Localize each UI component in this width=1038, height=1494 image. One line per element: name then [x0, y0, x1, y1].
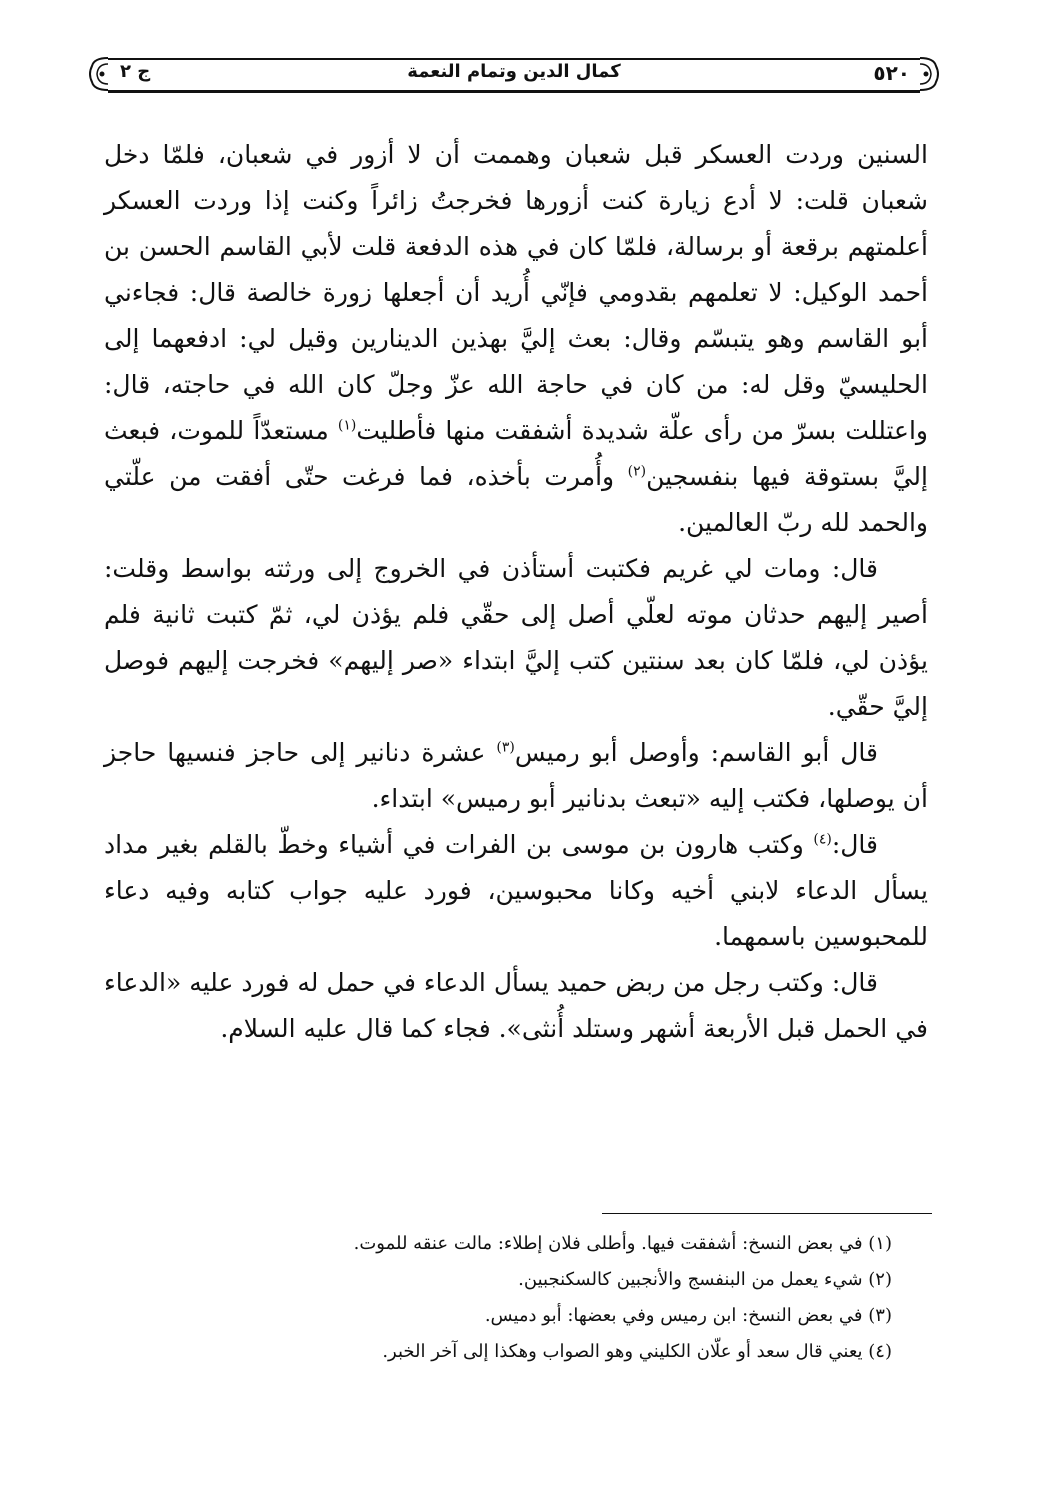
page-number: ٥٢٠: [873, 61, 910, 85]
paragraph-1-text-c: وأُمرت بأخذه، فما فرغت حتّى أفقت من علّتي والحمد لله ربّ العالمين.: [104, 462, 928, 537]
footnote-ref-2[interactable]: (٢): [627, 463, 647, 480]
paragraph-1-text-a: السنين وردت العسكر قبل شعبان وهممت أن لا أزور في شعبان، فلمّا دخل شعبان قلت: لا أدع زيارة كنت أزورها فخرجتُ زائراً وكنت إذا وردت العسكر أعلمتهم برقعة أو برسالة، فلمّا كان في هذه الدفعة قلت لأبي القاسم الحسن بن أحمد الوكيل: لا تعلمهم بقدومي فإنّي أُريد أن أجعلها زورة خالصة قال: فجاءني أبو القاسم وهو يتبسّم وقال: بعث إليَّ بهذين الدينارين وقيل لي: ادفعهما إلى الحليسيّ وقل له: من كان في حاجة الله عزّ وجلّ كان الله في حاجته، قال: واعتللت بسرّ من رأى علّة شديدة أشفقت منها فأطليت: [104, 140, 928, 445]
paragraph-4-text-b: وكتب هارون بن موسى بن الفرات في أشياء وخطّ بالقلم بغير مداد يسأل الدعاء لابني أخيه وكانا محبوسين، فورد عليه جواب كتابه وفيه دعاء للمحبوسين باسمهما.: [104, 830, 928, 951]
paragraph-3-text-b: عشرة دنانير إلى حاجز فنسيها حاجز أن يوصلها، فكتب إليه «تبعث بدنانير أبو رميس» ابتداء.: [104, 738, 928, 813]
volume-label: ج ٢: [120, 61, 151, 82]
paragraph-4-text-a: قال:: [831, 830, 878, 859]
footnote-separator: [602, 1213, 932, 1214]
book-title: كمال الدين وتمام النعمة: [407, 61, 621, 82]
footnote-ref-4[interactable]: (٤): [813, 831, 832, 848]
footnotes: [104, 1226, 928, 1370]
paragraph-4: [104, 822, 928, 960]
footnote-ref-3[interactable]: (٣): [496, 739, 515, 756]
paragraph-2: قال: ومات لي غريم فكتبت أستأذن في الخروج إلى ورثته بواسط وقلت: أصير إليهم حدثان موته لعلّي أصل إلى حقّي فلم يؤذن لي، ثمّ كتبت ثانية فلم يؤذن لي، فلمّا كان بعد سنتين كتب إليَّ ابتداء «صر إليهم» فخرجت إليهم فوصل إليَّ حقّي.: [104, 554, 928, 721]
paragraph-5: قال: وكتب رجل من ربض حميد يسأل الدعاء في حمل له فورد عليه «الدعاء في الحمل قبل الأربعة أشهر وستلد أُنثى». فجاء كما قال عليه السلام.: [104, 968, 928, 1043]
footnote-ref-1[interactable]: (١): [337, 417, 357, 434]
footnote-1: (١) في بعض النسخ: أشفقت فيها. وأطلى فلان إطلاء: مالت عنقه للموت.: [353, 1233, 892, 1254]
footnote-4: (٤) يعني قال سعد أو علّان الكليني وهو الصواب وهكذا إلى آخر الخبر.: [382, 1341, 892, 1362]
footnote-2: (٢) شيء يعمل من البنفسج والأنجبين كالسكنجبين.: [518, 1269, 892, 1290]
page-header: [86, 56, 942, 94]
paragraph-3-text-a: قال أبو القاسم: وأوصل أبو رميس: [514, 738, 878, 767]
header-bottom-rule: [108, 90, 920, 93]
paragraph-3: [104, 730, 928, 822]
header-top-rule: [108, 58, 920, 60]
paragraph-1-text-b: مستعدّاً للموت، فبعث إليَّ بستوقة فيها بنفسجين: [104, 416, 928, 491]
main-text: [104, 132, 928, 1052]
footnote-3: (٣) في بعض النسخ: ابن رميس وفي بعضها: أبو دميس.: [484, 1305, 892, 1326]
paragraph-1: [104, 132, 928, 546]
